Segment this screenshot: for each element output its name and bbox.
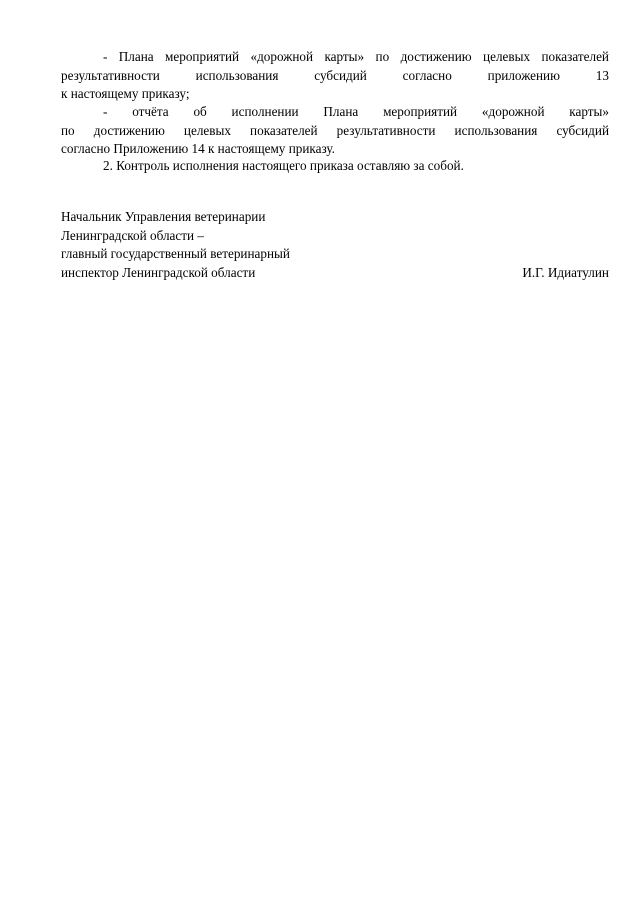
paragraph-roadmap-plan [61,48,609,104]
paragraph-line: к настоящему приказу; [61,86,190,102]
signatory-name: И.Г. Идиатулин [522,264,609,280]
paragraph-roadmap-report [61,103,609,159]
paragraph-line: согласно Приложению 14 к настоящему приказу. [61,141,335,157]
signatory-position-line: инспектор Ленинградской области [61,264,256,280]
paragraph-line: - отчёта об исполнении Плана мероприятий «дорожной карты» [103,104,609,119]
signatory-position-line: Ленинградской области – [61,227,204,243]
paragraph-line: - Плана мероприятий «дорожной карты» по достижению целевых показателей [103,49,609,64]
signatory-position-line: Начальник Управления ветеринарии [61,209,266,224]
signature-block [61,208,609,282]
paragraph-line: 2. Контроль исполнения настоящего приказа оставляю за собой. [103,158,464,173]
signatory-position-line: главный государственный ветеринарный [61,246,290,262]
paragraph-line: по достижению целевых показателей результативности использования субсидий [61,122,609,138]
signature-row [61,264,609,283]
paragraph-control [61,157,609,176]
paragraph-line: результативности использования субсидий согласно приложению 13 [61,67,609,83]
